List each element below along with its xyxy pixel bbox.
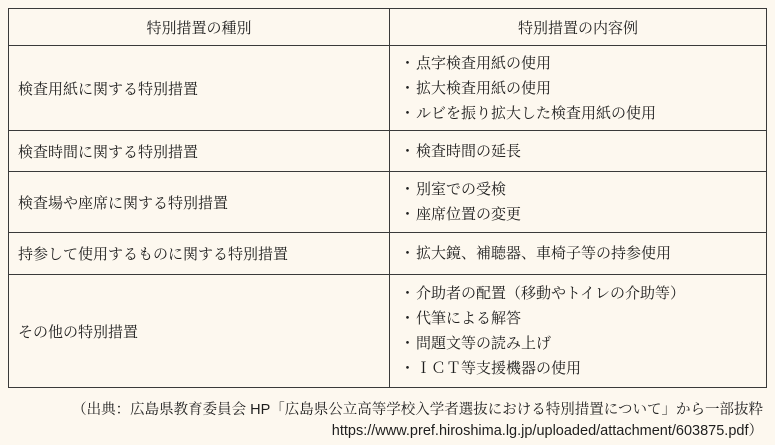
source-citation [23,400,763,442]
table-row [9,172,767,233]
header-measure-type: 特別措置の種別 [9,9,390,46]
bullet: ・ [400,103,416,122]
item-text: ルビを振り拡大した検査用紙の使用 [416,103,657,122]
item-text: 点字検査用紙の使用 [416,53,552,72]
bullet: ・ [400,284,416,302]
header-measure-examples: 特別措置の内容例 [390,9,767,46]
list-item [400,281,766,306]
row-category: 検査場や座席に関する特別措置 [9,172,390,233]
list-item [400,139,766,164]
table-row [9,275,767,388]
list-item [400,101,766,126]
item-text: 別室での受検 [416,180,507,198]
item-text: 検査時間の延長 [416,141,522,160]
bullet: ・ [400,205,416,223]
list-item [400,177,766,202]
item-text: 介助者の配置（移動やトイレの介助等） [416,284,685,302]
citation-url: https://www.pref.hiroshima.lg.jp/uploaded/attachment/603875.pdf） [331,423,763,439]
row-items [390,275,767,388]
table-row [9,46,767,131]
list-item [400,331,766,356]
list-item [400,241,766,266]
bullet: ・ [400,334,416,352]
row-items [390,172,767,233]
row-items [390,131,767,172]
list-item [400,51,766,76]
item-text: 問題文等の読み上げ [416,334,552,352]
row-items [390,46,767,131]
table-header-row [9,9,767,46]
bullet: ・ [400,309,416,327]
list-item [400,306,766,331]
row-items [390,233,767,275]
bullet: ・ [400,244,416,262]
row-category: 持参して使用するものに関する特別措置 [9,233,390,275]
item-text: ＩＣＴ等支援機器の使用 [416,359,582,377]
item-text: 代筆による解答 [416,309,522,327]
list-item [400,202,766,227]
item-text: 拡大鏡、補聴器、車椅子等の持参使用 [416,244,672,262]
list-item [400,76,766,101]
bullet: ・ [400,359,416,377]
row-category: 検査用紙に関する特別措置 [9,46,390,131]
bullet: ・ [400,180,416,198]
citation-source: （出典：広島県教育委員会 HP「広島県公立高等学校入学者選抜における特別措置について」から一部抜粋 [72,402,763,418]
special-measures-table [8,8,767,388]
row-category: その他の特別措置 [9,275,390,388]
bullet: ・ [400,78,416,97]
row-category: 検査時間に関する特別措置 [9,131,390,172]
table-row [9,131,767,172]
table-row [9,233,767,275]
item-text: 座席位置の変更 [416,205,522,223]
bullet: ・ [400,53,416,72]
bullet: ・ [400,141,416,160]
list-item [400,356,766,381]
item-text: 拡大検査用紙の使用 [416,78,552,97]
